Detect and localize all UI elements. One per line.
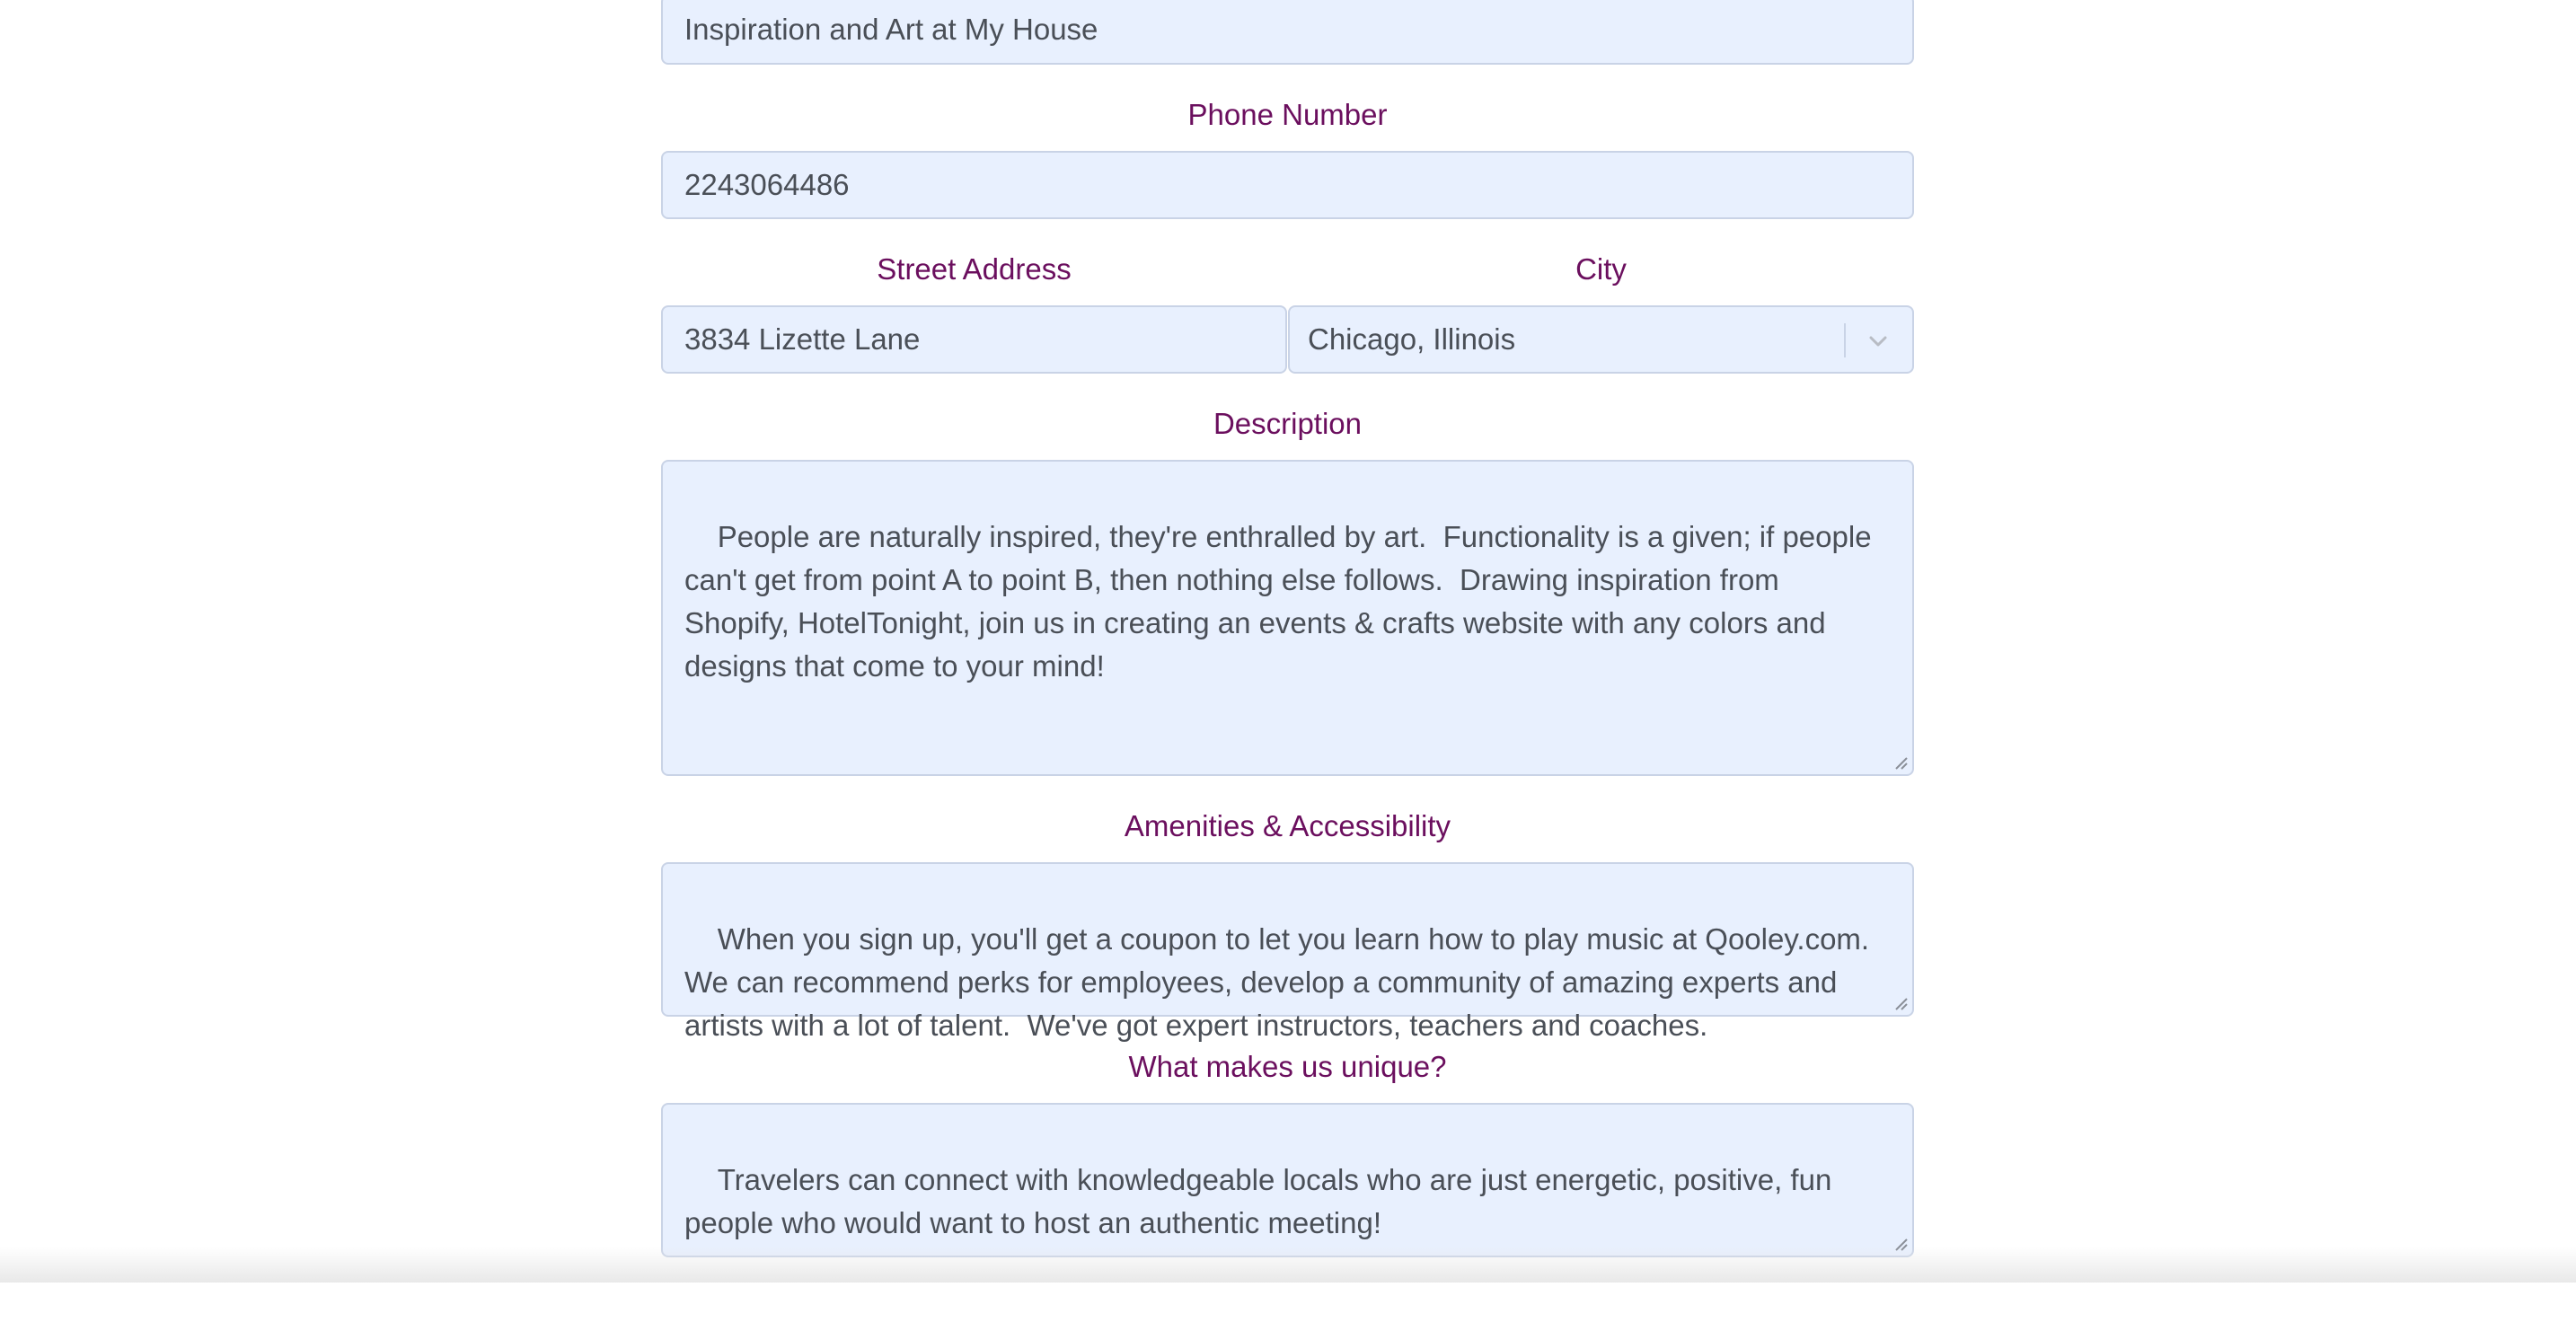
- unique-textarea[interactable]: [661, 1103, 1914, 1257]
- description-textarea[interactable]: [661, 460, 1914, 776]
- city-selected-value: Chicago, Illinois: [1308, 322, 1516, 356]
- city-select-divider: [1844, 323, 1846, 357]
- description-label: Description: [1213, 407, 1363, 440]
- resize-handle-icon[interactable]: [1892, 995, 1909, 1011]
- phone-number-input[interactable]: [661, 151, 1914, 219]
- phone-number-value: 2243064486: [684, 168, 850, 201]
- amenities-value: When you sign up, you'll get a coupon to let you learn how to play music at Qooley.com. We can recommend perks for employees, develop a community of amazing experts and artists with a lot of talent. We've got expert instructors, teachers and coaches.: [684, 922, 1886, 1042]
- city-label: City: [1575, 252, 1627, 286]
- event-name-input[interactable]: [661, 0, 1914, 65]
- unique-value: Travelers can connect with knowledgeable locals who are just energetic, positive, fun people who would want to host an authentic meeting!: [684, 1163, 1840, 1239]
- phone-number-label: Phone Number: [1187, 98, 1388, 131]
- bottom-fade: [0, 1247, 2576, 1283]
- description-value: People are naturally inspired, they're enthralled by art. Functionality is a given; if people can't get from point A to point B, then nothing else follows. Drawing inspiration from Shopify, HotelTonight, join us in creating an events & crafts website with any colors and designs that come to your mind!: [684, 520, 1880, 683]
- amenities-label: Amenities & Accessibility: [1124, 809, 1451, 842]
- resize-handle-icon[interactable]: [1892, 754, 1909, 771]
- street-address-value: 3834 Lizette Lane: [684, 322, 921, 356]
- amenities-textarea[interactable]: [661, 862, 1914, 1042]
- city-select[interactable]: [1288, 305, 1914, 374]
- chevron-down-icon[interactable]: [1864, 327, 1892, 356]
- unique-label: What makes us unique?: [1128, 1050, 1447, 1083]
- street-address-input[interactable]: [661, 305, 1287, 374]
- street-address-label: Street Address: [877, 252, 1072, 286]
- event-name-value: Inspiration and Art at My House: [684, 13, 1098, 46]
